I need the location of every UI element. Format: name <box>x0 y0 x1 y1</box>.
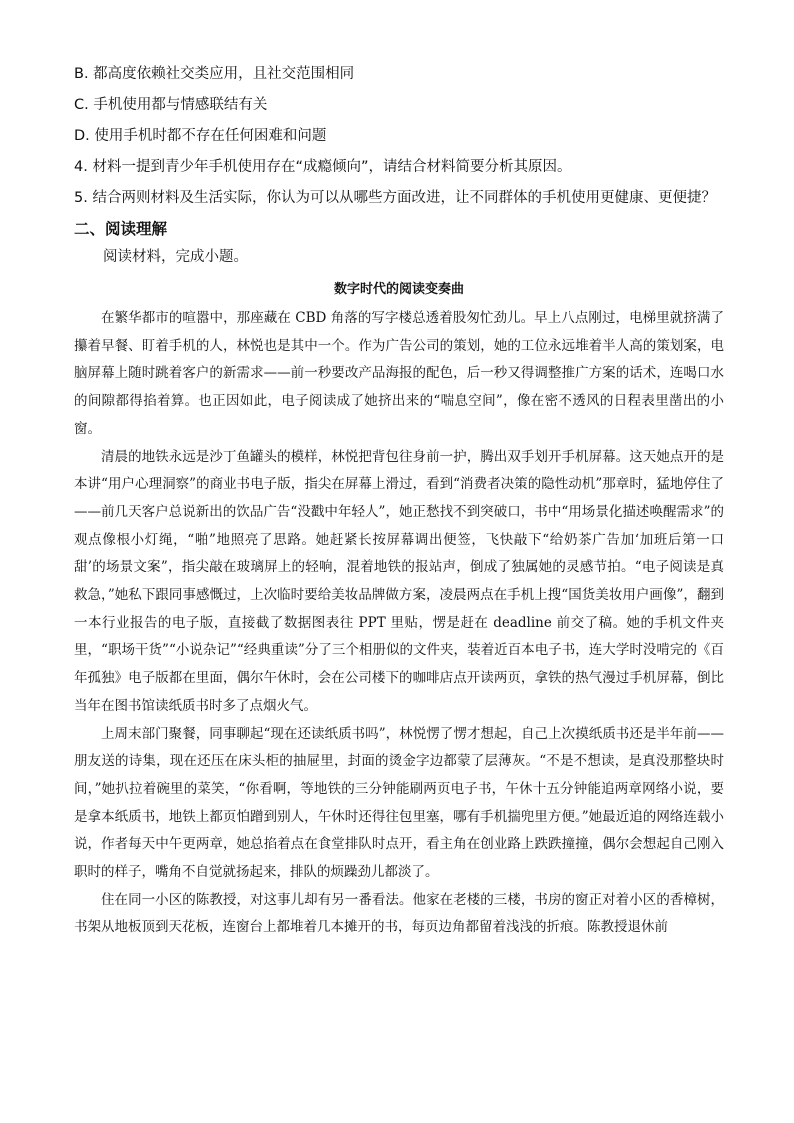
article-paragraph-1: 在繁华都市的喧嚣中，那座藏在 CBD 角落的写字楼总透着股匆忙劲儿。早上八点刚过，电梯里就挤满了攥着早餐、盯着手机的人，林悦也是其中一个。作为广告公司的策划，她的工位永远堆着半人高的策划案，电脑屏幕上随时跳着客户的新需求——前一秒要改产品海报的配色，后一秒又得调整推广方案的话术，连喝口水的间隙都得掐着算。也正因如此，电子阅读成了她挤出来的“喘息空间”，像在密不透风的日程表里凿出的小窗。 <box>74 310 724 437</box>
section-instruction: 阅读材料，完成小题。 <box>103 249 248 265</box>
question-4: 4. 材料一提到青少年手机使用存在“成瘾倾向”，请结合材料简要分析其原因。 <box>74 159 572 175</box>
article-paragraph-3: 上周末部门聚餐，同事聊起“现在还读纸质书吗”，林悦愣了愣才想起，自己上次摸纸质书还是半年前——朋友送的诗集，现在还压在床头柜的抽屉里，封面的烫金字边都蒙了层薄灰。“不是不想读，是真没那整块时间，”她扒拉着碗里的菜笑，“你看啊，等地铁的三分钟能刷两页电子书，午休十五分钟能追两章网络小说，要是拿本纸质书，地铁上都页怕蹭到别人，午休时还得往包里塞，哪有手机揣兜里方便。”她最近追的网络连载小说，作者每天中午更两章，她总掐着点在食堂排队时点开，看主角在创业路上跌跌撞撞，偶尔会想起自己刚入职时的样子，嘴角不自觉就扬起来，排队的烦躁劲儿都淡了。 <box>74 725 724 881</box>
article-title: 数字时代的阅读变奏曲 <box>333 282 464 297</box>
article-paragraph-2: 清晨的地铁永远是沙丁鱼罐头的模样，林悦把背包往身前一护，腾出双手划开手机屏幕。这天她点开的是本讲“用户心理洞察”的商业书电子版，指尖在屏幕上滑过，看到“消费者决策的隐性动机”那章时，猛地停住了——前几天客户总说新出的饮品广告“没戳中年轻人”，她正愁找不到突破口，书中“用场景化描述唤醒需求”的观点像根小灯绳，“啪”地照亮了思路。她赶紧长按屏幕调出便签，飞快敲下“给奶茶广告加‘加班后第一口甜’的场景文案”，指尖敲在玻璃屏上的轻响，混着地铁的报站声，倒成了独属她的灵感节拍。“电子阅读是真救急，”她私下跟同事感慨过，上次临时要给美妆品牌做方案，凌晨两点在手机上搜“国货美妆用户画像”，翻到一本行业报告的电子版，直接截了数据图表往 PPT 里贴，愣是赶在 deadline 前交了稿。她的手机文件夹里，“职场干货”“小说杂记”“经典重读”分了三个相册似的文件夹，装着近百本电子书，连大学时没啃完的《百年孤独》电子版都在里面，偶尔午休时，会在公司楼下的咖啡店点开读两页，拿铁的热气漫过手机屏幕，倒比当年在图书馆读纸质书时多了点烟火气。 <box>74 448 724 714</box>
option-c: C. 手机使用都与情感联结有关 <box>74 97 268 113</box>
option-b: B. 都高度依赖社交类应用，且社交范围相同 <box>74 66 355 82</box>
page-content <box>74 64 724 942</box>
section-title: 二、阅读理解 <box>74 220 168 238</box>
article-paragraph-4: 住在同一小区的陈教授，对这事儿却有另一番看法。他家在老楼的三楼，书房的窗正对着小区的香樟树，书架从地板顶到天花板，连窗台上都堆着几本摊开的书，每页边角都留着浅浅的折痕。陈教授退休前 <box>74 891 724 936</box>
option-d: D. 使用手机时都不存在任何困难和问题 <box>74 128 327 144</box>
question-5: 5. 结合两则材料及生活实际，你认为可以从哪些方面改进，让不同群体的手机使用更健康、更便捷？ <box>74 190 716 206</box>
